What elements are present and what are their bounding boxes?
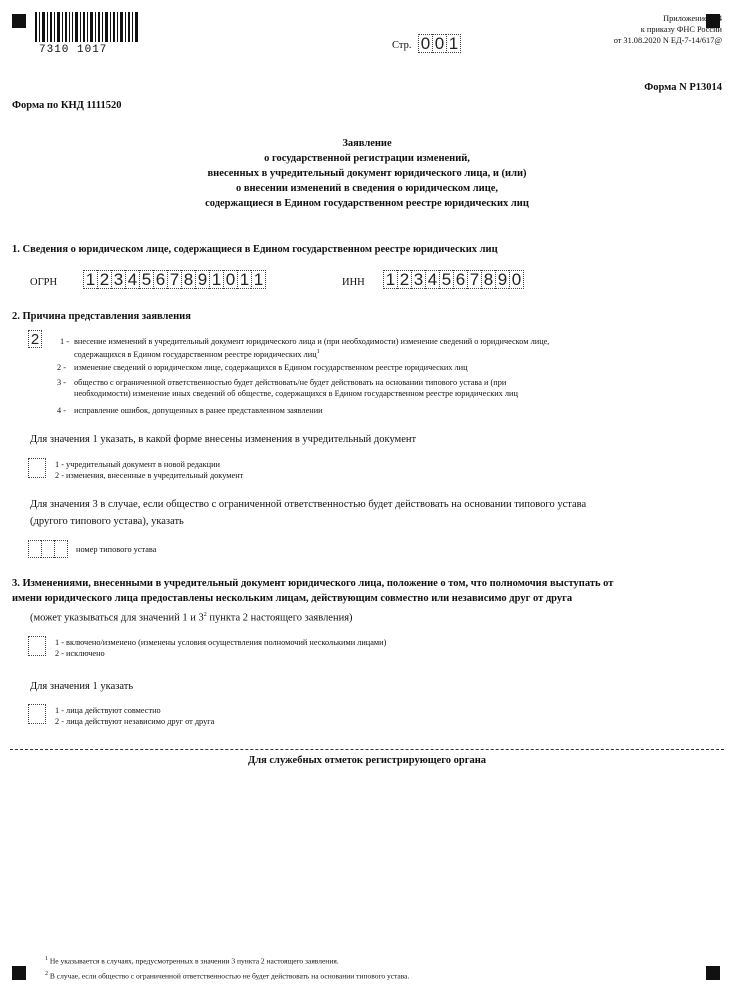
option-text-line: общество с ограниченной ответственностью будет действовать/не будет действовать на основании типового устава и (при [74,378,507,387]
option-number: 1 - [60,337,69,346]
section3-option: 2 - исключено [55,649,105,658]
page-label: Стр. [392,40,412,51]
title-line: содержащиеся в Едином государственном реестре юридических лиц [205,198,529,209]
charter-digit [41,540,54,558]
ogrn-label: ОГРН [30,277,58,288]
sub1-option: 1 - учредительный документ в новой редакции [55,460,221,469]
option-number: 4 - [57,406,66,415]
section3-sub-option: 1 - лица действуют совместно [55,706,161,715]
option-text [74,377,714,399]
page-digit: 1 [446,34,461,53]
sub3-label-line: (другого типового устава), указать [30,516,184,527]
reason-option [57,377,707,401]
sub1-label: Для значения 1 указать, в какой форме внесены изменения в учредительный документ [30,434,417,445]
sub1-option: 2 - изменения, внесенные в учредительный документ [55,471,244,480]
charter-digit [54,540,68,558]
note-text: (может указываться для значений 1 и 3 [30,612,204,624]
reason-option [60,336,710,360]
reason-field[interactable] [28,330,42,348]
service-marks-heading: Для служебных отметок регистрирующего органа [247,755,487,766]
appendix-line: к приказу ФНС России [640,25,722,34]
section3-heading-line: 3. Изменениями, внесенными в учредительный документ юридического лица, положение о том, что полномочия выступать от [12,578,614,589]
reason-options [57,336,710,426]
sub3-label [30,496,586,530]
option-text-line: внесение изменений в учредительный документ юридического лица и (при необходимости) изменение сведений о юридическом лице, [74,337,550,346]
page-number-field[interactable] [418,34,461,53]
charter-number-field[interactable] [28,540,68,558]
ogrn-digit: 1 [237,270,251,289]
section3-sub-options [55,705,214,727]
inn-digit: 1 [383,270,397,289]
charter-label: номер типового устава [76,545,157,554]
option-text: изменение сведений о юридическом лице, содержащихся в Едином государственном реестре юридических лиц [74,363,468,372]
ogrn-digit: 8 [181,270,195,289]
option-text-line: содержащихся в Едином государственном реестре юридических лиц [74,349,317,359]
ogrn-digit: 1 [83,270,97,289]
section3-note [30,612,353,624]
barcode-icon [35,12,138,42]
title-line: Заявление [342,138,392,149]
appendix-block [614,13,722,46]
inn-digit: 3 [411,270,425,289]
ogrn-field[interactable] [83,270,266,289]
footnote [45,953,409,968]
ogrn-digit: 4 [125,270,139,289]
ogrn-digit: 1 [209,270,223,289]
reason-value: 2 [28,330,42,348]
option-number: 2 - [57,363,66,372]
title-line: о внесении изменений в сведения о юридическом лице, [235,183,499,194]
inn-digit: 6 [453,270,467,289]
ogrn-digit: 3 [111,270,125,289]
ogrn-digit: 2 [97,270,111,289]
appendix-line: от 31.08.2020 N ЕД-7-14/617@ [613,36,722,45]
powers-change-box[interactable] [28,636,46,656]
section3-option: 1 - включено/изменено (изменены условия осуществления полномочий несколькими лицами) [55,638,387,647]
title-line: внесенных в учредительный документ юридического лица, и (или) [207,168,527,179]
inn-field[interactable] [383,270,524,289]
corner-marker-bottom-right [706,966,720,980]
option-text-line: необходимости) изменение иных сведений об обществе, содержащихся в Едином государственном реестре юридических лиц [74,389,518,398]
ogrn-digit: 7 [167,270,181,289]
sub3-label-line: Для значения 3 в случае, если общество с ограниченной ответственностью будет действовать на основании типового устава [30,499,587,510]
reason-option [57,405,707,417]
section3-heading [12,576,613,606]
footnote-mark: 2 [45,970,48,977]
section3-heading-line: имени юридического лица предоставлены нескольким лицам, действующим совместно или независимо друг от друга [12,593,573,604]
section3-options [55,637,386,659]
inn-digit: 0 [509,270,524,289]
ogrn-digit: 6 [153,270,167,289]
title-line: о государственной регистрации изменений, [264,153,470,164]
appendix-line: Приложение N 4 [663,14,722,23]
charter-digit [28,540,41,558]
inn-digit: 5 [439,270,453,289]
corner-marker-bottom-left [12,966,26,980]
document-title [0,136,734,211]
option-number: 3 - [57,378,66,387]
ogrn-digit: 1 [251,270,266,289]
reason-option [57,362,707,374]
footnote-ref: 1 [316,349,320,355]
ogrn-digit: 5 [139,270,153,289]
section3-sub-label: Для значения 1 указать [30,681,134,692]
inn-label: ИНН [342,277,365,288]
page-digit: 0 [432,34,446,53]
footnote-mark: 1 [45,956,48,962]
form-of-changes-box[interactable] [28,458,46,478]
inn-digit: 7 [467,270,481,289]
inn-digit: 2 [397,270,411,289]
corner-marker-top-left [12,14,26,28]
section2-heading: 2. Причина представления заявления [12,311,191,322]
knd-code: Форма по КНД 1111520 [12,100,122,111]
inn-digit: 9 [495,270,509,289]
inn-digit: 4 [425,270,439,289]
form-code: Форма N Р13014 [644,82,722,93]
footnote-text: В случае, если общество с ограниченной ответственностью не будет действовать на основании типового устава. [48,971,410,980]
persons-action-box[interactable] [28,704,46,724]
footnote-ref: 2 [203,612,207,618]
ogrn-digit: 0 [223,270,237,289]
barcode-number: 7310 1017 [39,44,108,56]
note-text: пункта 2 настоящего заявления) [206,612,353,624]
divider [10,749,724,750]
footnote [45,968,409,983]
section3-sub-option: 2 - лица действуют независимо друг от друга [55,717,215,726]
footnotes [45,953,409,982]
page-digit: 0 [418,34,432,53]
inn-digit: 8 [481,270,495,289]
option-text [74,336,714,360]
section1-heading: 1. Сведения о юридическом лице, содержащиеся в Едином государственном реестре юридических лиц [12,244,498,255]
option-text: исправление ошибок, допущенных в ранее представленном заявлении [74,406,323,415]
sub1-options [55,459,243,481]
ogrn-digit: 9 [195,270,209,289]
footnote-text: Не указывается в случаях, предусмотренных в значении 3 пункта 2 настоящего заявления. [48,956,339,966]
